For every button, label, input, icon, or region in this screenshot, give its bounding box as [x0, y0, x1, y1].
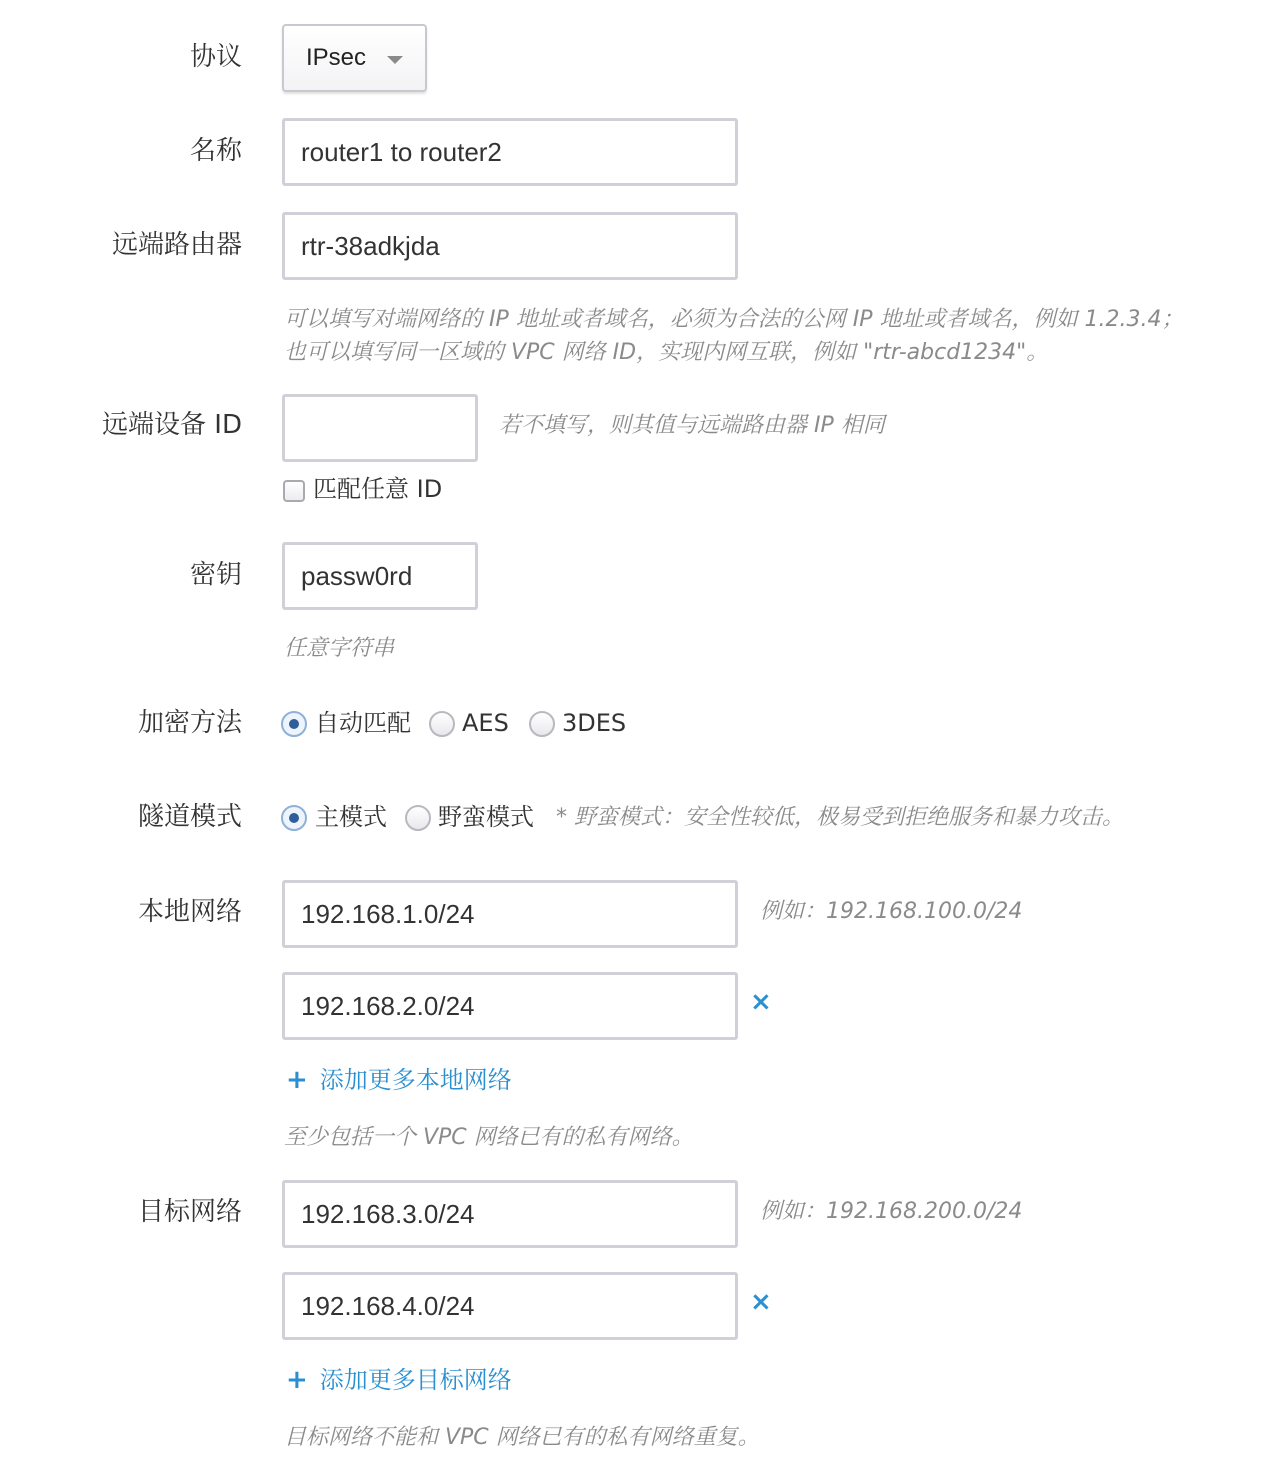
name-label: 名称: [189, 136, 242, 166]
key-hint: 任意字符串: [284, 636, 395, 661]
add-local-network-label: 添加更多本地网络: [319, 1066, 512, 1094]
target-network-input-1[interactable]: 192.168.3.0/24: [282, 1180, 738, 1248]
plus-icon: +: [286, 1365, 308, 1395]
remote-device-id-input[interactable]: [282, 394, 478, 462]
encryption-radio-auto[interactable]: [281, 711, 307, 737]
match-any-id-label: 匹配任意 ID: [313, 475, 443, 503]
add-target-network-link[interactable]: [286, 1364, 512, 1396]
key-label: 密钥: [189, 560, 242, 590]
target-network-hint: 目标网络不能和 VPC 网络已有的私有网络重复。: [284, 1425, 760, 1450]
remove-local-network-icon[interactable]: ×: [750, 987, 772, 1017]
add-local-network-link[interactable]: [286, 1064, 512, 1096]
tunnel-mode-radio-main[interactable]: [281, 805, 307, 831]
encryption-option-aes: AES: [462, 709, 509, 737]
remote-device-id-label: 远端设备 ID: [102, 410, 242, 440]
key-input[interactable]: passw0rd: [282, 542, 478, 610]
tunnel-mode-label: 隧道模式: [137, 802, 242, 832]
remote-router-label: 远端路由器: [111, 230, 242, 260]
remote-router-input[interactable]: rtr-38adkjda: [282, 212, 738, 280]
local-network-input-2[interactable]: 192.168.2.0/24: [282, 972, 738, 1040]
remote-router-hint-line2: 也可以填写同一区域的 VPC 网络 ID，实现内网互联，例如 "rtr-abcd1234"。: [284, 340, 1049, 365]
protocol-label: 协议: [189, 42, 242, 72]
target-network-example: 例如：192.168.200.0/24: [760, 1199, 1023, 1224]
protocol-select[interactable]: [282, 24, 427, 92]
target-network-input-2[interactable]: 192.168.4.0/24: [282, 1272, 738, 1340]
encryption-label: 加密方法: [137, 708, 242, 738]
protocol-select-value: IPsec: [306, 44, 367, 71]
chevron-down-icon: [387, 56, 403, 64]
encryption-radio-3des[interactable]: [529, 711, 555, 737]
encryption-option-3des: 3DES: [562, 709, 627, 737]
local-network-example: 例如：192.168.100.0/24: [760, 899, 1023, 924]
remove-target-network-icon[interactable]: ×: [750, 1287, 772, 1317]
tunnel-mode-option-aggressive: 野蛮模式: [438, 803, 534, 831]
name-input[interactable]: router1 to router2: [282, 118, 738, 186]
plus-icon: +: [286, 1065, 308, 1095]
target-network-label: 目标网络: [137, 1197, 242, 1227]
tunnel-mode-radio-aggressive[interactable]: [405, 805, 431, 831]
local-network-label: 本地网络: [137, 897, 242, 927]
tunnel-mode-note: * 野蛮模式：安全性较低，极易受到拒绝服务和暴力攻击。: [556, 805, 1124, 830]
local-network-input-1[interactable]: 192.168.1.0/24: [282, 880, 738, 948]
add-target-network-label: 添加更多目标网络: [319, 1366, 512, 1394]
match-any-id-checkbox[interactable]: [283, 480, 305, 502]
tunnel-mode-option-main: 主模式: [315, 803, 387, 831]
encryption-option-auto: 自动匹配: [315, 709, 411, 737]
local-network-hint: 至少包括一个 VPC 网络已有的私有网络。: [284, 1125, 694, 1150]
remote-device-id-hint: 若不填写，则其值与远端路由器 IP 相同: [499, 413, 885, 438]
remote-router-hint-line1: 可以填写对端网络的 IP 地址或者域名，必须为合法的公网 IP 地址或者域名，例如 1.2.3.4；: [284, 307, 1184, 332]
encryption-radio-aes[interactable]: [429, 711, 455, 737]
